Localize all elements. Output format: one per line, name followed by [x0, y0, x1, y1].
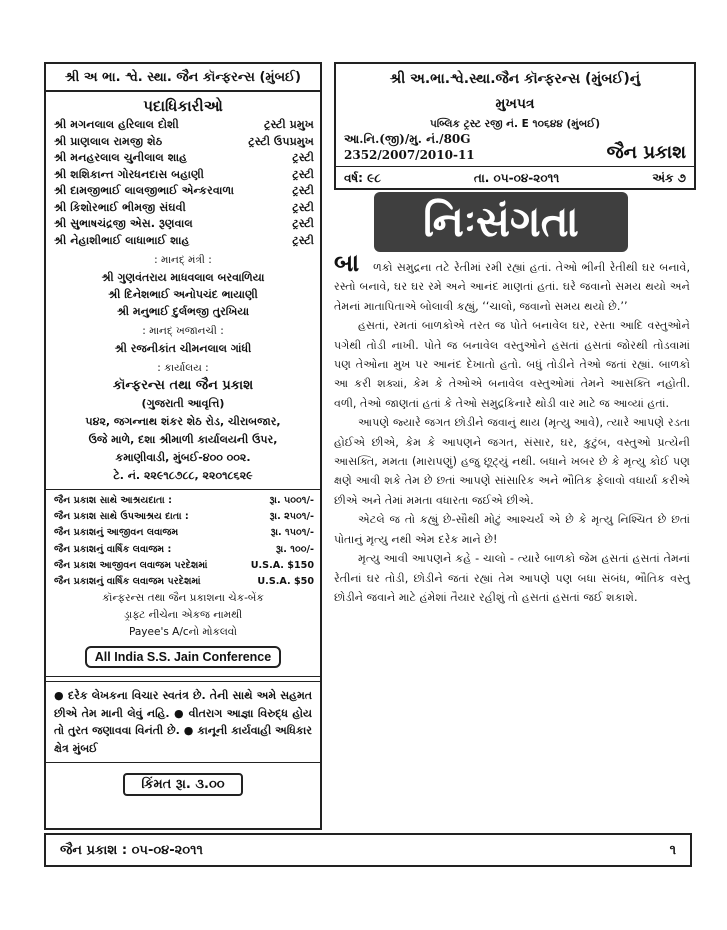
article-paragraph: આપણે જ્યારે જગત છોડીને જવાનું થાય (મૃત્યુ આવે), ત્યારે આપણે રડતા હોઈએ છીએ, કેમ કે આપણને જગત, સંસાર, ઘર, કુટુંબ, વસ્તુઓ પ્રત્યેની આસક્તિ, મમતા (મારાપણું) હજુ છૂટ્યું નથી. બધાને ખબર છે કે મૃત્યુ કોઈ પણ ક્ષણે આવી શકે તેમ છે છતાં આપણે સાંસારિક અને ભૌતિક ફેલાવો વધાર્યા કરીએ છીએ અને તેમાં મમતા વધારતા જઈએ છીએ.: [334, 416, 690, 507]
address-line: કમાણીવાડી, મુંબઈ-૪૦૦ ૦૦૨.: [115, 451, 251, 464]
trustee-row: શ્રી નેહાશીભાઈ લાધાભાઈ શાહ ટ્રસ્ટી: [54, 233, 314, 247]
officers-heading: પદાધિકારીઓ: [143, 97, 223, 115]
article-title-banner: નિઃસંગતા: [374, 192, 628, 252]
fee-row: જૈન પ્રકાશ સાથે આશ્રયદાતા : રૂા. ૫૦૦૧/-: [54, 495, 314, 506]
volume-year: વર્ષ: ૯૮: [344, 171, 381, 185]
secretary-label: : માનદ્ મંત્રી :: [154, 254, 212, 266]
postal-registration: આ.નિ.(જી)/મુ. નં./80G 2352/2007/2010-11: [344, 132, 475, 162]
cheque-note: Payee's A/cનો મોકલવો: [129, 626, 237, 639]
treasurer-label: : માનદ્ ખજાનચી :: [142, 325, 224, 337]
page-number: ૧: [669, 842, 676, 858]
masthead-box: [334, 62, 696, 190]
fee-row: જૈન પ્રકાશ સાથે ઉપઆશ્રય દાતા : રૂા. ૨૫૦૧/-: [54, 511, 314, 523]
article-paragraph: હસતાં, રમતાં બાળકોએ તરત જ પોતે બનાવેલ ઘર, રસ્તા આદિ વસ્તુઓને પગેથી તોડી નાખી. પોતે જ બનાવેલ વસ્તુઓને હસતાં હસતાં જોરથી તોડવામાં પણ તેઓના મુખ પર આનંદ દેખાતો હતો. બધું તોડીને તેઓ જતાં રહ્યાં. બાળકો આ કરી શક્યાં, કેમ કે તેઓએ બનાવેલ વસ્તુઓમાં તેમને આસક્તિ નહોતી. વળી, તેઓ જાણતાં હતાં કે તેઓ સમુદ્રકિનારે થોડી વાર માટે જ આવ્યાં હતાં.: [334, 319, 690, 410]
newsletter-page: [44, 56, 696, 871]
trustee-row: શ્રી કિશોરભાઈ ભીમજી સંઘવી ટ્રસ્ટી: [54, 200, 314, 214]
article-paragraph: એટલે જ તો કહ્યું છે-સૌથી મોટું આશ્ચર્ય એ છે કે મૃત્યુ નિશ્ચિત છે છતાં પોતાનું મૃત્યુ નથી એમ દરેક માને છે!: [334, 513, 690, 546]
masthead-subtitle: મુખપત્ર: [495, 96, 535, 112]
article-body: [334, 249, 690, 607]
treasurer-name: શ્રી રજનીકાંત ચીમનલાલ ગાંધી: [114, 342, 252, 355]
fee-row: જૈન પ્રકાશ આજીવન લવાજમ પરદેશમાં U.S.A. $150: [54, 559, 314, 571]
disclaimer-text: ● દરેક લેખકના વિચાર સ્વતંત્ર છે. તેની સાથે અમે સહમત છીએ તેમ માની લેવું નહિ. ● વીતરાગ આજ્ઞા વિરુદ્ધ હોય તો તુરત જણાવવા વિનંતી છે. ● કાનૂની કાર્યવાહી અધિકાર ક્ષેત્ર મુંબઈ: [46, 681, 320, 763]
price-box: કિંમત રૂા. ૩.૦૦: [123, 773, 242, 796]
phone-line: ટે. નં. ૨૨૯૧૮૭૮૮, ૨૨૦૧૮૬૨૯: [113, 469, 253, 482]
fee-row: જૈન પ્રકાશનું વાર્ષિક લવાજમ : રૂા. ૧૦૦/-: [54, 543, 314, 555]
trustee-row: શ્રી દામજીભાઈ લાલજીભાઈ એન્કરવાળા ટ્રસ્ટી: [54, 184, 314, 197]
trustee-row: શ્રી શશિકાન્ત ગોરધનદાસ બહાણી ટ્રસ્ટી: [54, 167, 314, 181]
trustee-row: શ્રી મનહરલાલ ચુનીલાલ શાહ ટ્રસ્ટી: [54, 151, 314, 164]
issue-info: [336, 166, 694, 186]
office-org: કૉન્ફરન્સ તથા જૈન પ્રકાશ: [112, 378, 254, 393]
trustee-list: [46, 117, 320, 249]
trustee-row: શ્રી પ્રાણલાલ રામજી શેઠ ટ્રસ્ટી ઉપપ્રમુખ: [54, 134, 314, 148]
footer-publication-date: જૈન પ્રકાશ : ૦૫-૦૪-૨૦૧૧: [60, 842, 203, 858]
secretary-name: શ્રી દિનેશભાઈ અનોપચંદ ભાયાણી: [108, 288, 258, 301]
article-paragraph: મૃત્યુ આવી આપણને કહે - ચાલો - ત્યારે બાળકો જેમ હસતાં હસતાં તેમનાં રેતીનાં ઘર તોડી, છોડીને જતાં રહ્યાં તેમ આપણે પણ બધા સંબંધ, ભૌતિક વસ્તુ છોડીને જવાને માટે હંમેશાં તૈયાર રહીશું તો હસતાં હસતાં જઈ શકાશે.: [334, 552, 690, 604]
secretary-name: શ્રી મનુભાઈ દુર્લભજી તુરખિયા: [116, 305, 250, 318]
page-footer: [44, 833, 692, 867]
fee-table: [46, 489, 320, 677]
cheque-note: કૉન્ફરન્સ તથા જૈન પ્રકાશના ચેક-બેંક: [102, 592, 264, 605]
masthead-title: શ્રી અ.ભા.શ્વે.સ્થા.જૈન કૉન્ફરન્સ (મુંબઈ)નું: [389, 71, 641, 87]
address-line: ૫૪૨, જગન્નાથ શંકર શેઠ રોડ, ચીરાબજાર,: [85, 415, 281, 428]
publication-name: જૈન પ્રકાશ: [606, 142, 686, 163]
fee-row: જૈન પ્રકાશનું વાર્ષિક લવાજમ પરદેશમાં U.S.A. $50: [54, 576, 314, 588]
address-line: ઉજે માળે, દશા શ્રીમાળી કાર્યાલયની ઉપર,: [88, 433, 278, 446]
payee-name-box: All India S.S. Jain Conference: [85, 646, 281, 668]
office-label: : કાર્યાલય :: [157, 362, 209, 374]
article-paragraph: બા ળકો સમુદ્રના તટે રેતીમાં રમી રહ્યાં હતાં. તેઓ ભીની રેતીથી ઘર બનાવે, રસ્તો બનાવે, ઘર ઘર રમે અને આનંદ માણતાં હતાં. ઘરે જવાનો સમય થયો અને તેમનાં માતાપિતાએ બોલાવી કહ્યું, ‘‘ચાલો, જવાનો સમય થયો છે.’’: [334, 249, 690, 313]
left-info-panel: [44, 62, 322, 830]
org-name: શ્રી અ ભા. શ્વે. સ્થા. જૈન કૉન્ફરન્સ (મુંબઈ): [46, 64, 320, 92]
issue-number: અંક ૭: [652, 171, 686, 185]
masthead-reg-row: [336, 131, 694, 163]
trust-registration: પબ્લિક ટ્રસ્ટ રજી નં. E ૧૦૬૪૪ (મુંબઈ): [429, 118, 601, 130]
trustee-row: શ્રી સુભાષચંદ્રજી એસ. રૂણવાલ ટ્રસ્ટી: [54, 217, 314, 230]
drop-cap: બા: [334, 249, 360, 277]
office-edition: (ગુજરાતી આવૃત્તિ): [141, 397, 225, 410]
fee-row: જૈન પ્રકાશનું આજીવન લવાજમ રૂા. ૧૫૦૧/-: [54, 527, 314, 539]
trustee-row: શ્રી મગનલાલ હરિલાલ દોશી ટ્રસ્ટી પ્રમુખ: [54, 118, 314, 131]
secretary-name: શ્રી ગુણવંતરાય માધવલાલ બરવાળિયા: [101, 271, 265, 284]
issue-date: તા. ૦૫-૦૪-૨૦૧૧: [473, 171, 560, 185]
cheque-note: ડ્રાફ્ટ નીચેના એકજ નામથી: [123, 609, 243, 622]
